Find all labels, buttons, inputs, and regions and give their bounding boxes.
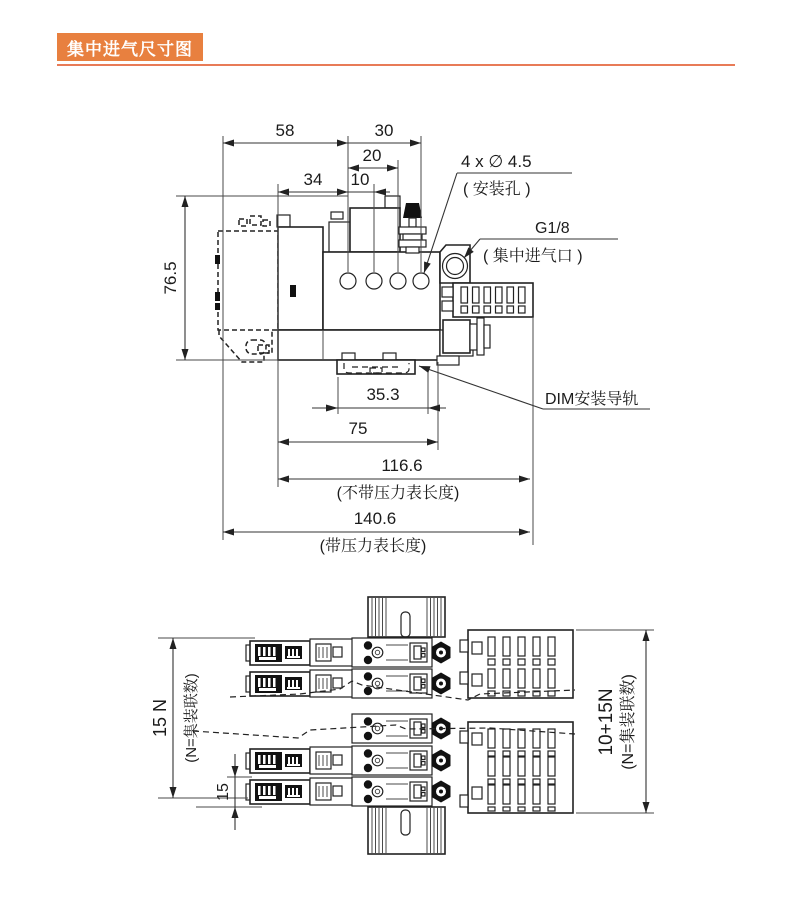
dim-pitch-15: 15 xyxy=(215,783,232,801)
dim-10: 10 xyxy=(350,170,370,189)
dim-76-5: 76.5 xyxy=(161,261,180,295)
dim-58: 58 xyxy=(275,121,295,140)
dim-35-3: 35.3 xyxy=(366,385,400,404)
dim-75: 75 xyxy=(348,419,368,438)
bottom-view xyxy=(150,597,654,854)
section-title: 集中进气尺寸图 xyxy=(67,39,193,59)
top-view xyxy=(161,121,650,555)
right-dimension xyxy=(576,630,654,813)
callout-mounting-holes-note: ( 安装孔 ) xyxy=(463,181,531,198)
dim-30: 30 xyxy=(374,121,394,140)
pressure-gauge-phantom-outline xyxy=(215,216,278,362)
manifold-body-outline xyxy=(277,196,533,374)
din-rail-bottom xyxy=(368,807,445,854)
callout-inlet: G1/8 xyxy=(535,220,570,237)
callout-inlet-note: ( 集中进气口 ) xyxy=(483,248,583,265)
dim-10-15n-note: (N=集装联数) xyxy=(620,674,637,770)
ribbed-block-bottom xyxy=(460,722,573,813)
dim-34: 34 xyxy=(303,170,323,189)
dim-116-6: 116.6 xyxy=(381,456,423,475)
callout-mounting-holes: 4 x ∅ 4.5 xyxy=(461,152,532,171)
dim-15n-note: (N=集装联数) xyxy=(183,673,200,763)
dim-20: 20 xyxy=(362,146,382,165)
dim-140-6: 140.6 xyxy=(353,509,397,528)
dim-10-15n: 10+15N xyxy=(596,688,617,756)
valve-stations xyxy=(246,638,451,806)
ribbed-block-top xyxy=(460,630,573,698)
left-dimension xyxy=(150,638,255,798)
dim-15n: 15 N xyxy=(150,698,170,738)
callout-din-rail: DIM安装导轨 xyxy=(545,391,639,408)
dim-140-6-note: (带压力表长度) xyxy=(319,538,427,555)
dim-116-6-note: (不带压力表长度) xyxy=(336,485,460,502)
din-rail-top xyxy=(368,597,445,637)
